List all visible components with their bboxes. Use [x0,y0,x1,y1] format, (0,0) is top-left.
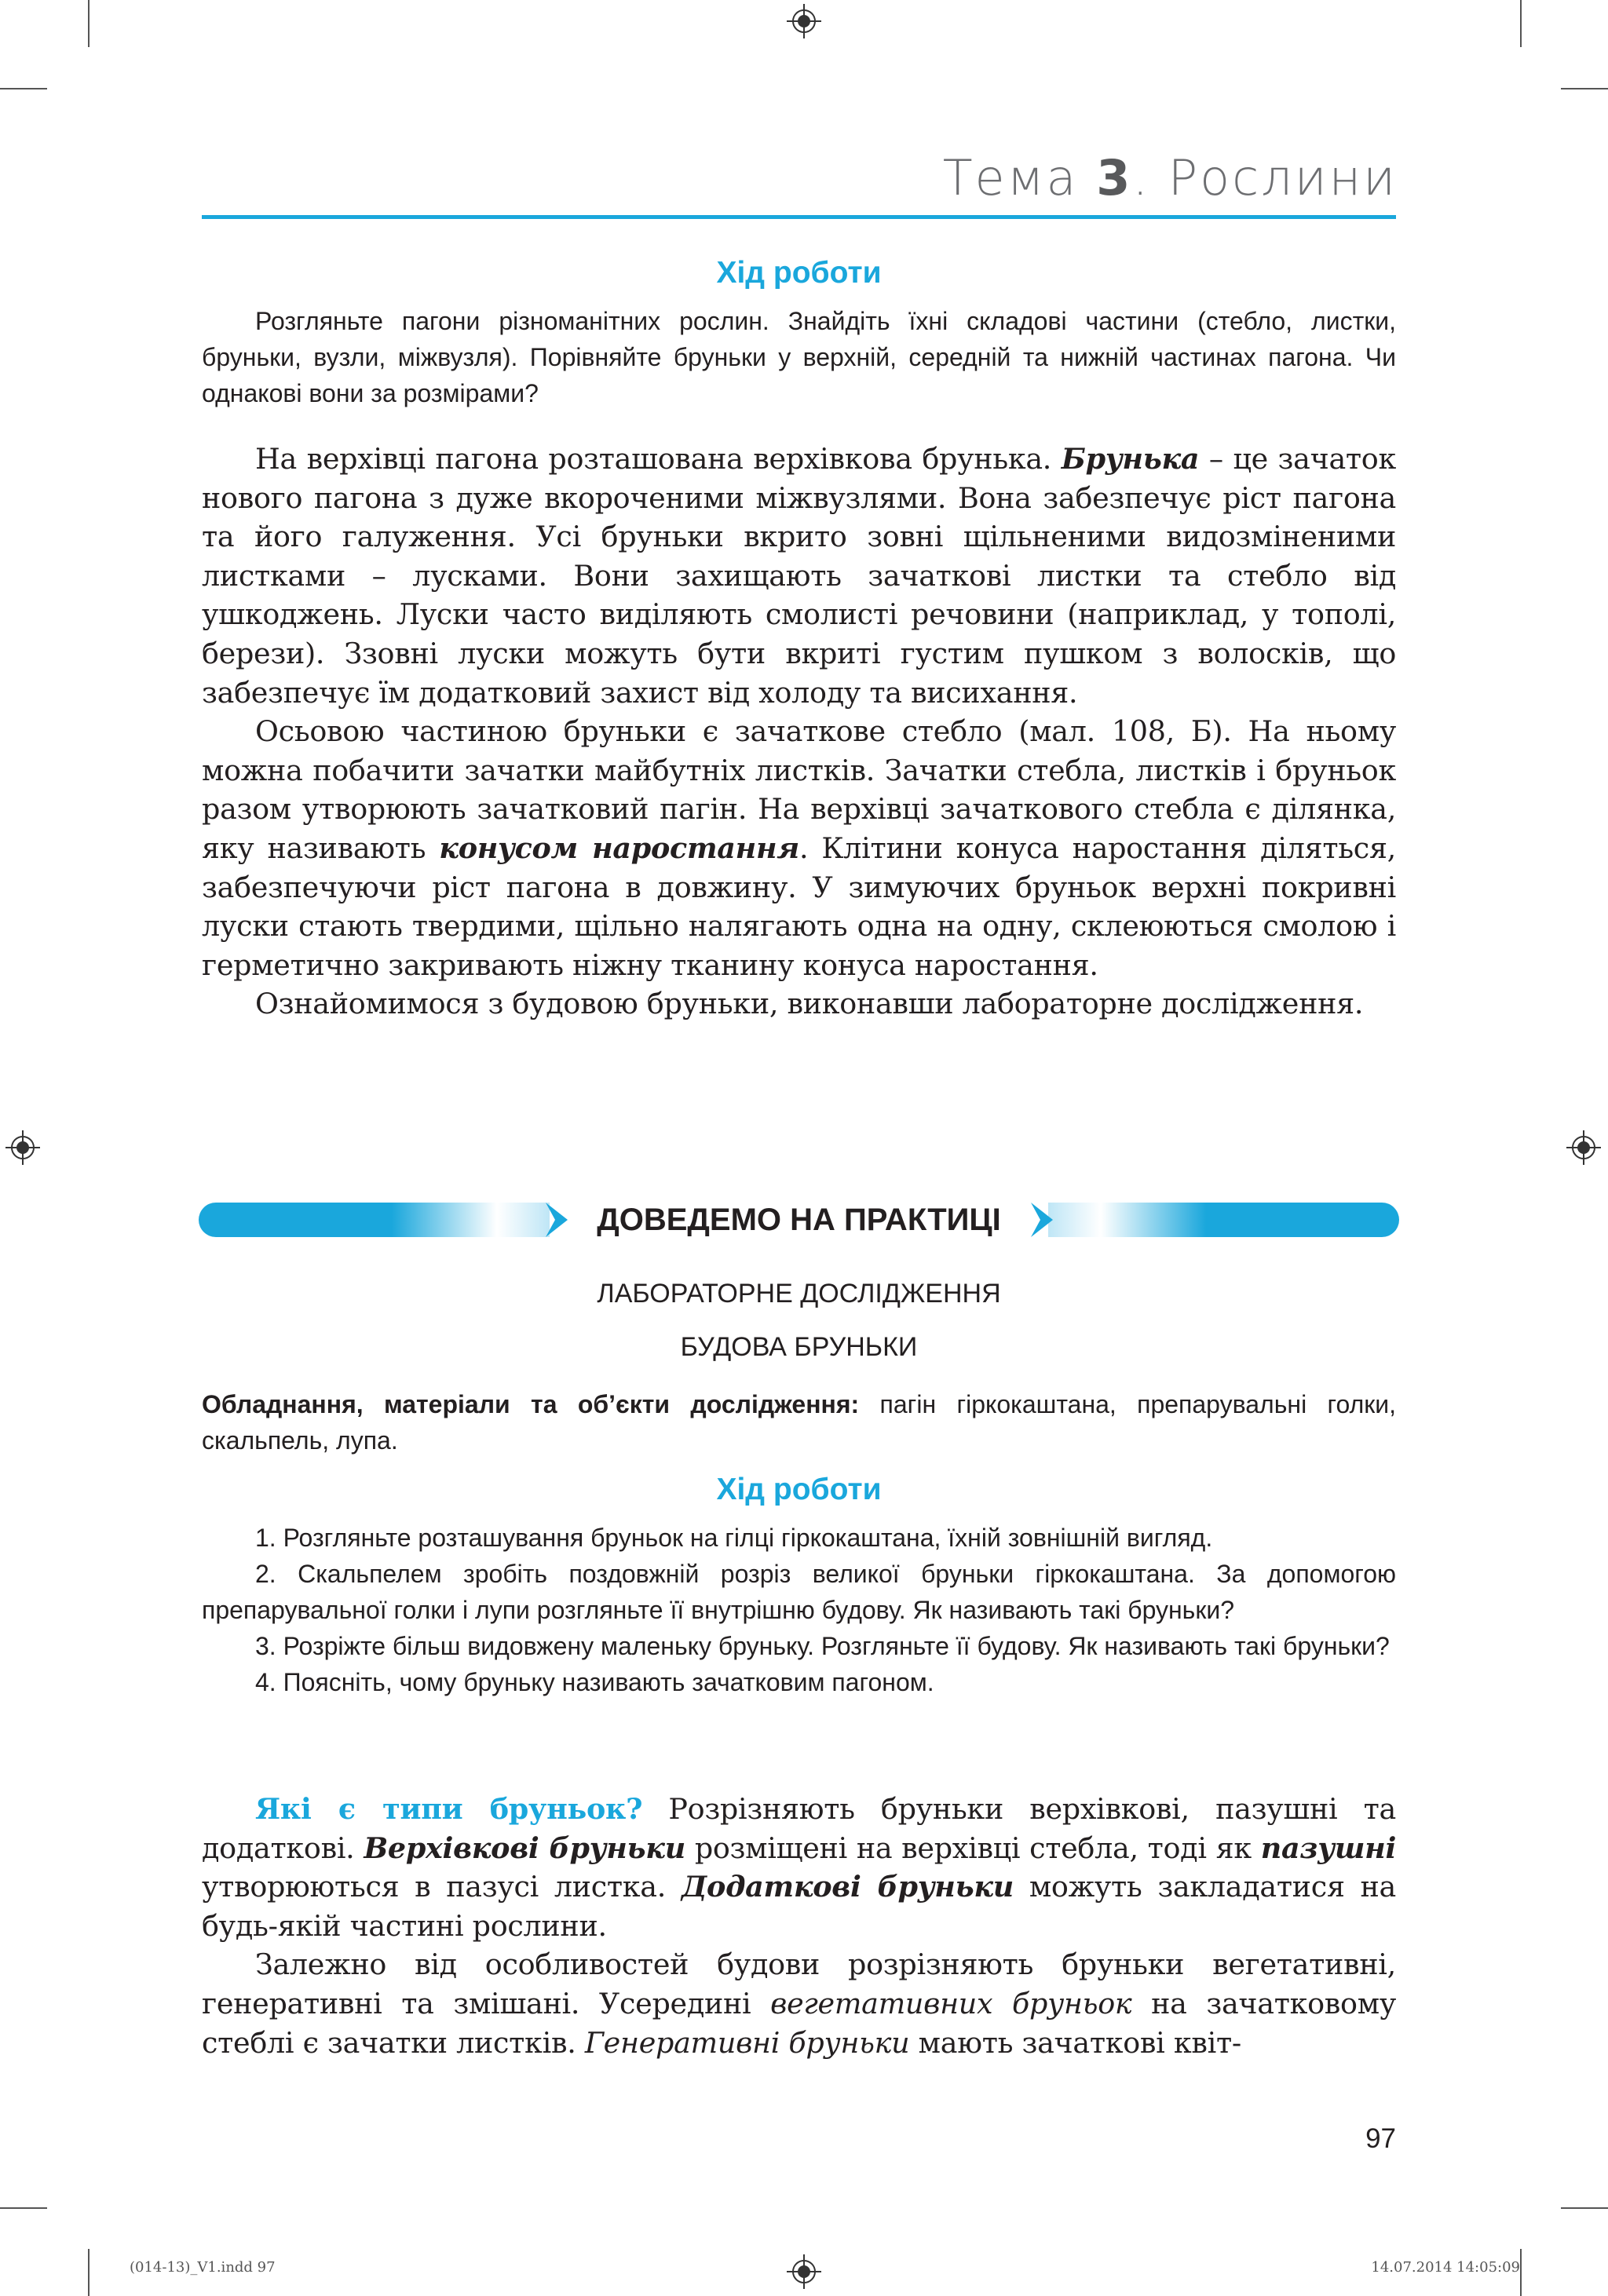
text-span: утворюються в пазусі листка. [202,1870,682,1904]
registration-mark-icon [787,2254,821,2289]
crop-mark [1561,88,1608,89]
term: Генеративні бруньки [584,2025,910,2060]
lower-body [202,1790,1396,2062]
lab-subtitle: БУДОВА БРУНЬКИ [680,1332,918,1362]
paragraph [202,1945,1396,2062]
crop-mark [0,2207,47,2209]
header-prefix: Тема [942,149,1097,206]
lab-title: ЛАБОРАТОРНЕ ДОСЛІДЖЕННЯ [597,1279,1001,1309]
registration-mark-icon [1566,1130,1601,1165]
registration-mark-icon [5,1130,40,1165]
lab-step: 4. Поясніть, чому бруньку називають зачатковим пагоном. [255,1668,934,1696]
crop-mark [88,0,90,47]
lab-step: 3. Розріжте більш видовжену маленьку бруньку. Розгляньте її будову. Як називають такі бруньки? [255,1632,1390,1660]
crop-mark [0,88,47,89]
section-banner-graphic [192,1196,1405,1243]
header-rule [202,215,1396,219]
text-span: розміщені на верхівці стебла, тоді як [685,1831,1261,1865]
lab-step: 1. Розгляньте розташування бруньок на гілці гіркокаштана, їхній зовнішній вигляд. [255,1524,1213,1552]
lab-heading: Хід роботи [716,1473,882,1506]
slug-date: 14.07.2014 14:05:09 [1371,2259,1520,2276]
term: Додаткові бруньки [681,1870,1014,1904]
header-number: 3 [1096,149,1133,206]
term: конусом наростання [439,830,799,865]
lab-equipment [202,1386,1396,1458]
term: пазушні [1260,1831,1397,1865]
text-span: можуть закладатися на будь-якій частині рослини. [202,1870,1396,1943]
text-span: На верхівці пагона розташована верхівкова брунька. [255,442,1062,476]
registration-mark-icon [787,4,821,38]
lab-steps [202,1520,1396,1700]
text-span: Залежно від особливостей будови розрізняють бруньки вегетативні, генеративні та змішані. Усередині [202,1947,1396,2020]
page-number: 97 [1365,2123,1396,2154]
text-span: Розрізняють бруньки верхівкові, пазушні та додаткові. [202,1792,1396,1865]
text-span: Осьовою частиною бруньки є зачаткове стебло (мал. 108, Б). На ньому можна побачити зачатки майбутніх листків. Зачатки стебла, листків і бруньок разом утворюють зачатковий пагін. На верхівці зачаткового стебла є ділянка, яку називають [202,714,1396,865]
equipment-text: пагін гіркокаштана, препарувальні голки, скальпель, лупа. [202,1390,1397,1455]
term: Верхівкові бруньки [364,1831,685,1865]
task-heading: Хід роботи [716,256,882,290]
term: вегетативних бруньок [770,1986,1132,2020]
text-span: на зачатковому стеблі є зачатки листків. [202,1986,1396,2060]
main-body [202,440,1396,1024]
paragraph [202,712,1396,984]
question-lead: Які є типи бруньок? [255,1792,643,1826]
crop-mark [1561,2207,1608,2209]
crop-mark [1520,2249,1522,2296]
banner-title: ДОВЕДЕМО НА ПРАКТИЦІ [597,1203,1001,1237]
text-span: . Клітини конуса наростання діляться, забезпечуючи ріст пагона в довжину. У зимуючих бруньок верхні покривні луски стають твердими, щільно налягають одна на одну, склеюються смолою і герметично закривають ніжну тканину конуса наростання. [202,830,1396,982]
crop-mark [1520,0,1522,47]
paragraph [202,440,1396,712]
task-text: Розгляньте пагони різноманітних рослин. Знайдіть їхні складові частини (стебло, листки, бруньки, вузли, міжвузля). Порівняйте бруньки у верхній, середній та нижній частинах пагона. Чи однакові вони за розмірами? [202,307,1396,407]
paragraph [202,1790,1396,1945]
paragraph: Ознайомимося з будовою бруньки, виконавши лабораторне дослідження. [255,987,1364,1021]
running-header [943,149,1398,206]
term: Брунька [1061,442,1200,476]
header-suffix: . Рослини [1132,149,1398,206]
text-span: – це зачаток нового пагона з дуже вкороченими міжвузлями. Вона забезпечує ріст пагона та його галуження. Усі бруньки вкрито зовні щільненими видозміненими листками – лусками. Вони захищають зачаткові листки та стебло від ушкоджень. Луски часто виділяють смолисті речовини (наприклад, у тополі, берези). Ззовні луски можуть бути вкриті густим пушком з волосків, що забезпечує їм додатковий захист від холоду та висихання. [202,442,1396,710]
lab-step: 2. Скальпелем зробіть поздовжній розріз великої бруньки гіркокаштана. За допомогою препарувальної голки і лупи розгляньте її внутрішню будову. Як називають такі бруньки? [202,1560,1396,1624]
text-span: мають зачаткові квіт- [909,2025,1241,2060]
slug-file: (014-13)_V1.indd 97 [130,2259,276,2276]
crop-mark [88,2249,90,2296]
equipment-label: Обладнання, матеріали та об’єкти дослідження: [202,1390,860,1418]
